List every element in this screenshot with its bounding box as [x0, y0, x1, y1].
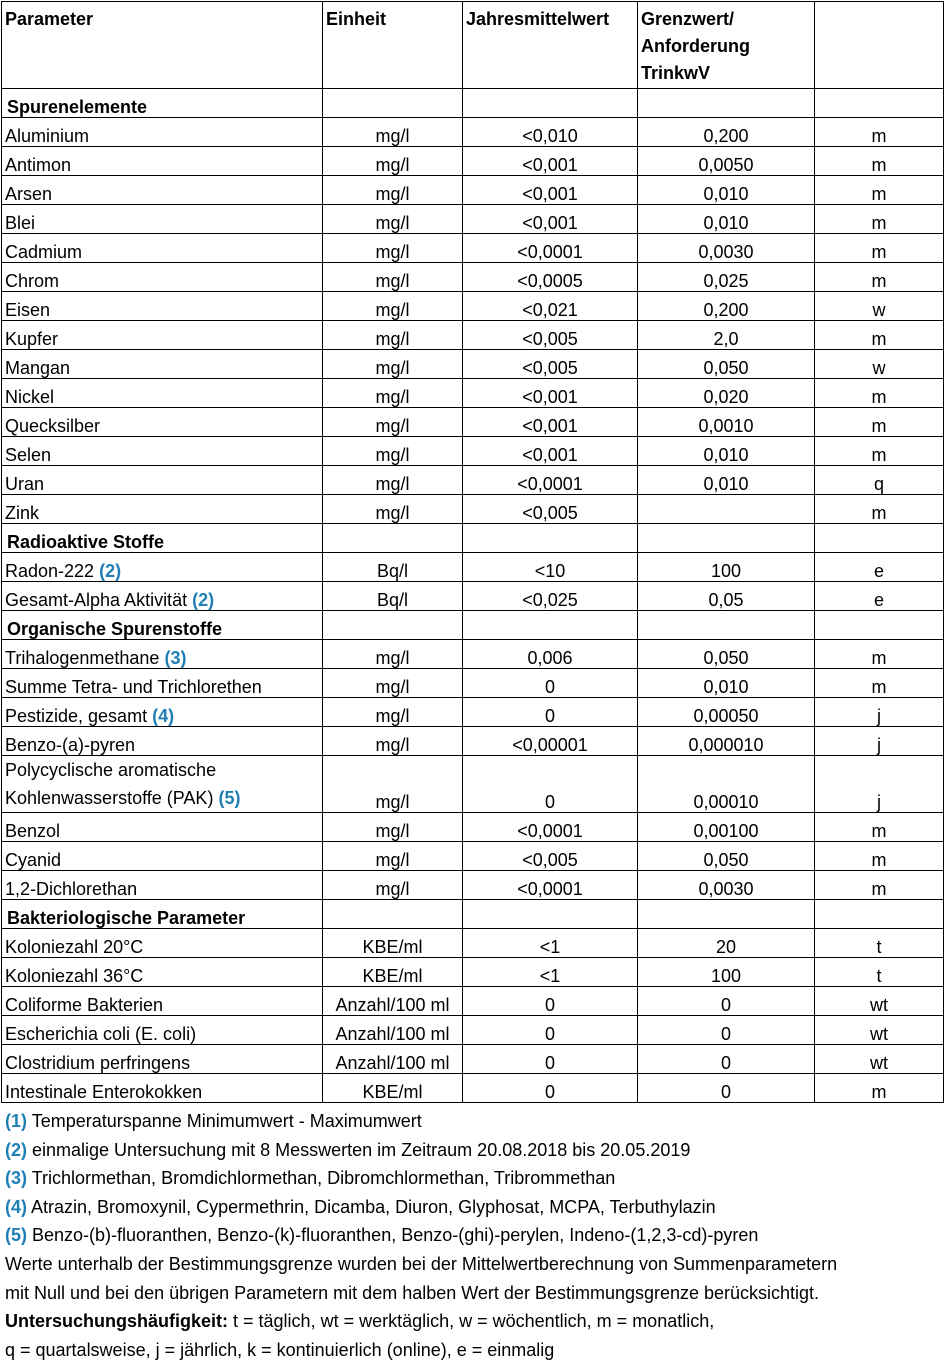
limit-cell: 2,0: [638, 321, 815, 350]
parameter-cell: [2, 118, 323, 147]
parameter-name: Koloniezahl 20°C: [5, 937, 144, 957]
annual-mean-cell: 0: [463, 698, 638, 727]
unit-cell: Anzahl/100 ml: [323, 1016, 463, 1045]
table-row: [2, 466, 944, 495]
parameter-name: Summe Tetra- und Trichlorethen: [5, 677, 262, 697]
section-title: Radioaktive Stoffe: [2, 524, 323, 553]
footnote-ref: (5): [5, 1225, 27, 1246]
table-row: [2, 321, 944, 350]
parameter-name: Cadmium: [5, 242, 83, 262]
frequency-cell: j: [815, 698, 944, 727]
limit-cell: 0,010: [638, 669, 815, 698]
parameter-cell: [2, 350, 323, 379]
parameter-name: Mangan: [5, 358, 71, 378]
table-row: [2, 350, 944, 379]
limit-cell: 100: [638, 958, 815, 987]
unit-cell: mg/l: [323, 813, 463, 842]
empty-cell: [815, 524, 944, 553]
footnote-text: Trichlormethan, Bromdichlormethan, Dibromchlormethan, Tribrommethan: [31, 1168, 616, 1189]
table-row: [2, 263, 944, 292]
footnote-text: Atrazin, Bromoxynil, Cypermethrin, Dicamba, Diuron, Glyphosat, MCPA, Terbuthylazin: [31, 1196, 716, 1217]
unit-cell: mg/l: [323, 321, 463, 350]
annual-mean-cell: <0,001: [463, 408, 638, 437]
parameter-name: Nickel: [5, 387, 55, 407]
limit-cell: 100: [638, 553, 815, 582]
limit-cell: 20: [638, 929, 815, 958]
frequency-cell: q: [815, 466, 944, 495]
section-header-row: [2, 524, 944, 553]
parameter-name: Blei: [5, 213, 36, 233]
header-unit: Einheit: [323, 2, 463, 89]
table-row: [2, 756, 944, 813]
annual-mean-cell: <0,0001: [463, 466, 638, 495]
footnote-item: [5, 1107, 944, 1136]
unit-cell: mg/l: [323, 495, 463, 524]
limit-cell: 0,050: [638, 842, 815, 871]
frequency-cell: e: [815, 582, 944, 611]
annual-mean-cell: <0,025: [463, 582, 638, 611]
limit-cell: 0,0050: [638, 147, 815, 176]
frequency-cell: m: [815, 871, 944, 900]
parameter-cell: [2, 263, 323, 292]
frequency-cell: e: [815, 553, 944, 582]
empty-cell: [815, 89, 944, 118]
annual-mean-cell: <0,005: [463, 842, 638, 871]
table-row: [2, 727, 944, 756]
parameter-cell: [2, 495, 323, 524]
unit-cell: mg/l: [323, 176, 463, 205]
section-title: Bakteriologische Parameter: [2, 900, 323, 929]
parameter-cell: [2, 1045, 323, 1074]
parameter-name: Zink: [5, 503, 40, 523]
unit-cell: Anzahl/100 ml: [323, 987, 463, 1016]
frequency-cell: m: [815, 1074, 944, 1103]
parameter-name: Benzol: [5, 821, 61, 841]
table-row: [2, 958, 944, 987]
parameter-name: Selen: [5, 445, 52, 465]
limit-cell: 0,020: [638, 379, 815, 408]
parameter-name: Antimon: [5, 155, 72, 175]
header-annual-mean: Jahresmittelwert: [463, 2, 638, 89]
parameter-cell: [2, 987, 323, 1016]
frequency-cell: t: [815, 929, 944, 958]
unit-cell: mg/l: [323, 466, 463, 495]
table-row: [2, 669, 944, 698]
table-row: [2, 379, 944, 408]
parameter-cell: [2, 640, 323, 669]
unit-cell: mg/l: [323, 263, 463, 292]
unit-cell: KBE/ml: [323, 929, 463, 958]
parameter-cell: [2, 176, 323, 205]
frequency-legend-label: Untersuchungshäufigkeit:: [5, 1311, 229, 1332]
limit-cell: 0,00010: [638, 756, 815, 813]
annual-mean-cell: <0,0001: [463, 813, 638, 842]
footnote-list: [5, 1107, 944, 1250]
annual-mean-cell: 0: [463, 1016, 638, 1045]
table-row: [2, 147, 944, 176]
header-limit-line2: Anforderung: [641, 36, 750, 56]
parameter-cell: [2, 292, 323, 321]
parameter-name: Coliforme Bakterien: [5, 995, 164, 1015]
table-row: [2, 1016, 944, 1045]
unit-cell: mg/l: [323, 669, 463, 698]
empty-cell: [463, 524, 638, 553]
frequency-cell: wt: [815, 1016, 944, 1045]
annual-mean-cell: <0,0001: [463, 871, 638, 900]
footnote-item: [5, 1221, 944, 1250]
frequency-cell: wt: [815, 987, 944, 1016]
footnote-text: Benzo-(b)-fluoranthen, Benzo-(k)-fluoranthen, Benzo-(ghi)-perylen, Indeno-(1,2,3-cd)-pyren: [32, 1225, 759, 1246]
parameter-cell: [2, 727, 323, 756]
table-row: [2, 437, 944, 466]
parameter-cell: [2, 147, 323, 176]
parameter-name: Kupfer: [5, 329, 59, 349]
limit-cell: 0,010: [638, 176, 815, 205]
annual-mean-cell: <1: [463, 929, 638, 958]
frequency-legend-line-2: q = quartalsweise, j = jährlich, k = kontinuierlich (online), e = einmalig: [5, 1339, 555, 1360]
header-parameter: Parameter: [2, 2, 323, 89]
table-row: [2, 176, 944, 205]
annual-mean-cell: 0: [463, 1074, 638, 1103]
header-limit-line1: Grenzwert/: [641, 9, 735, 29]
unit-cell: mg/l: [323, 727, 463, 756]
limit-cell: 0,0030: [638, 234, 815, 263]
parameter-name: Trihalogenmethane: [5, 648, 160, 668]
frequency-cell: m: [815, 234, 944, 263]
parameter-cell: [2, 871, 323, 900]
annual-mean-cell: 0: [463, 987, 638, 1016]
unit-cell: mg/l: [323, 234, 463, 263]
parameter-name: Cyanid: [5, 850, 62, 870]
limit-cell: 0: [638, 987, 815, 1016]
parameter-cell: [2, 466, 323, 495]
limit-cell: [638, 495, 815, 524]
limit-cell: 0,0030: [638, 871, 815, 900]
frequency-cell: w: [815, 350, 944, 379]
unit-cell: mg/l: [323, 118, 463, 147]
annual-mean-cell: <0,005: [463, 495, 638, 524]
parameter-name: Arsen: [5, 184, 53, 204]
annual-mean-cell: <0,0005: [463, 263, 638, 292]
parameter-name-line1: Polycyclische aromatische: [5, 760, 217, 780]
frequency-cell: w: [815, 292, 944, 321]
parameter-cell: [2, 698, 323, 727]
frequency-cell: m: [815, 205, 944, 234]
parameter-name: Gesamt-Alpha Aktivität: [5, 590, 188, 610]
annual-mean-cell: <0,00001: [463, 727, 638, 756]
annual-mean-cell: <0,010: [463, 118, 638, 147]
frequency-cell: m: [815, 408, 944, 437]
table-row: [2, 292, 944, 321]
header-limit: [638, 2, 815, 89]
frequency-cell: m: [815, 495, 944, 524]
limit-cell: 0: [638, 1045, 815, 1074]
parameter-cell: [2, 205, 323, 234]
frequency-cell: m: [815, 147, 944, 176]
frequency-cell: m: [815, 176, 944, 205]
frequency-cell: wt: [815, 1045, 944, 1074]
annual-mean-cell: <0,001: [463, 379, 638, 408]
unit-cell: mg/l: [323, 437, 463, 466]
unit-cell: mg/l: [323, 756, 463, 813]
annual-mean-cell: <0,001: [463, 176, 638, 205]
limit-cell: 0,200: [638, 292, 815, 321]
parameter-cell: [2, 756, 323, 813]
frequency-cell: t: [815, 958, 944, 987]
annual-mean-cell: <0,0001: [463, 234, 638, 263]
table-row: [2, 698, 944, 727]
footnotes: [0, 1107, 944, 1364]
annual-mean-cell: <10: [463, 553, 638, 582]
parameter-name: Koloniezahl 36°C: [5, 966, 144, 986]
empty-cell: [638, 611, 815, 640]
footnote-ref: (4): [5, 1196, 27, 1217]
limit-cell: 0: [638, 1074, 815, 1103]
limit-cell: 0,050: [638, 640, 815, 669]
unit-cell: mg/l: [323, 147, 463, 176]
unit-cell: mg/l: [323, 408, 463, 437]
frequency-cell: m: [815, 842, 944, 871]
frequency-legend-line-1: [5, 1307, 944, 1336]
table-row: [2, 118, 944, 147]
parameter-name: Benzo-(a)-pyren: [5, 735, 136, 755]
note-line-2: mit Null und bei den übrigen Parametern mit dem halben Wert der Bestimmungsgrenze berücksichtigt.: [5, 1282, 820, 1303]
empty-cell: [815, 611, 944, 640]
unit-cell: KBE/ml: [323, 1074, 463, 1103]
empty-cell: [463, 89, 638, 118]
empty-cell: [323, 611, 463, 640]
annual-mean-cell: 0: [463, 1045, 638, 1074]
empty-cell: [638, 89, 815, 118]
table-row: [2, 205, 944, 234]
frequency-cell: m: [815, 437, 944, 466]
limit-cell: 0,025: [638, 263, 815, 292]
limit-cell: 0,050: [638, 350, 815, 379]
footnote-text: Temperaturspanne Minimumwert - Maximumwert: [31, 1111, 422, 1131]
section-header-row: [2, 900, 944, 929]
footnote-ref: (2): [192, 590, 215, 610]
footnote-item: [5, 1136, 944, 1165]
footnote-item: [5, 1193, 944, 1222]
annual-mean-cell: <0,021: [463, 292, 638, 321]
limit-cell: 0,00050: [638, 698, 815, 727]
parameter-cell: [2, 379, 323, 408]
section-title: Organische Spurenstoffe: [2, 611, 323, 640]
parameter-cell: [2, 669, 323, 698]
section-header-row: [2, 611, 944, 640]
frequency-cell: j: [815, 756, 944, 813]
unit-cell: mg/l: [323, 292, 463, 321]
annual-mean-cell: <0,005: [463, 350, 638, 379]
annual-mean-cell: 0: [463, 756, 638, 813]
frequency-cell: m: [815, 263, 944, 292]
footnote-ref: (2): [5, 1139, 27, 1160]
unit-cell: KBE/ml: [323, 958, 463, 987]
frequency-cell: m: [815, 321, 944, 350]
table-row: [2, 871, 944, 900]
table-row: [2, 1045, 944, 1074]
empty-cell: [815, 900, 944, 929]
header-limit-line3: TrinkwV: [641, 63, 711, 83]
section-title: Spurenelemente: [2, 89, 323, 118]
annual-mean-cell: <0,001: [463, 437, 638, 466]
parameter-cell: [2, 1016, 323, 1045]
parameter-name: Pestizide, gesamt: [5, 706, 148, 726]
limit-cell: 0,000010: [638, 727, 815, 756]
unit-cell: mg/l: [323, 842, 463, 871]
parameter-name: Aluminium: [5, 126, 90, 146]
limit-cell: 0,010: [638, 466, 815, 495]
water-quality-table: [1, 1, 944, 1103]
unit-cell: mg/l: [323, 871, 463, 900]
parameter-name: Quecksilber: [5, 416, 101, 436]
footnote-ref: (2): [99, 561, 122, 581]
empty-cell: [463, 611, 638, 640]
limit-cell: 0,0010: [638, 408, 815, 437]
parameter-name: Uran: [5, 474, 45, 494]
footnote-ref: (1): [5, 1111, 27, 1131]
frequency-cell: m: [815, 640, 944, 669]
table-row: [2, 553, 944, 582]
unit-cell: mg/l: [323, 205, 463, 234]
parameter-cell: [2, 582, 323, 611]
unit-cell: Bq/l: [323, 582, 463, 611]
frequency-cell: m: [815, 669, 944, 698]
parameter-name: Chrom: [5, 271, 60, 291]
parameter-name: Escherichia coli (E. coli): [5, 1024, 197, 1044]
unit-cell: Bq/l: [323, 553, 463, 582]
table-row: [2, 929, 944, 958]
table-row: [2, 842, 944, 871]
limit-cell: 0,05: [638, 582, 815, 611]
table-row: [2, 582, 944, 611]
unit-cell: Anzahl/100 ml: [323, 1045, 463, 1074]
header-frequency: [815, 2, 944, 89]
footnote-item: [5, 1164, 944, 1193]
empty-cell: [323, 900, 463, 929]
footnote-ref: (4): [152, 706, 175, 726]
unit-cell: mg/l: [323, 379, 463, 408]
empty-cell: [638, 524, 815, 553]
limit-cell: 0,010: [638, 437, 815, 466]
annual-mean-cell: 0,006: [463, 640, 638, 669]
annual-mean-cell: 0: [463, 669, 638, 698]
frequency-cell: m: [815, 379, 944, 408]
parameter-cell: [2, 813, 323, 842]
parameter-name: Eisen: [5, 300, 51, 320]
annual-mean-cell: <0,005: [463, 321, 638, 350]
footnote-ref: (3): [5, 1168, 27, 1189]
parameter-name: Clostridium perfringens: [5, 1053, 191, 1073]
limit-cell: 0,200: [638, 118, 815, 147]
frequency-cell: m: [815, 813, 944, 842]
table-header-row: [2, 2, 944, 89]
parameter-cell: [2, 929, 323, 958]
table-row: [2, 813, 944, 842]
frequency-cell: m: [815, 118, 944, 147]
parameter-name: Intestinale Enterokokken: [5, 1082, 203, 1102]
annual-mean-cell: <0,001: [463, 147, 638, 176]
parameter-cell: [2, 958, 323, 987]
frequency-cell: j: [815, 727, 944, 756]
parameter-cell: [2, 1074, 323, 1103]
empty-cell: [638, 900, 815, 929]
table-row: [2, 987, 944, 1016]
section-header-row: [2, 89, 944, 118]
footnote-ref: (3): [164, 648, 187, 668]
annual-mean-cell: <1: [463, 958, 638, 987]
limit-cell: 0,010: [638, 205, 815, 234]
annual-mean-cell: <0,001: [463, 205, 638, 234]
note-line-1: Werte unterhalb der Bestimmungsgrenze wurden bei der Mittelwertberechnung von Summenparametern: [5, 1253, 838, 1274]
unit-cell: mg/l: [323, 698, 463, 727]
parameter-name: Radon-222: [5, 561, 95, 581]
footnote-ref: (5): [218, 788, 241, 808]
limit-cell: 0,00100: [638, 813, 815, 842]
unit-cell: mg/l: [323, 350, 463, 379]
parameter-name-line2: Kohlenwasserstoffe (PAK): [5, 788, 214, 808]
parameter-cell: [2, 408, 323, 437]
empty-cell: [323, 89, 463, 118]
parameter-cell: [2, 321, 323, 350]
table-row: [2, 495, 944, 524]
parameter-cell: [2, 437, 323, 466]
frequency-legend-text: t = täglich, wt = werktäglich, w = wöchentlich, m = monatlich,: [228, 1311, 715, 1332]
parameter-cell: [2, 842, 323, 871]
table-row: [2, 408, 944, 437]
limit-cell: 0: [638, 1016, 815, 1045]
table-row: [2, 234, 944, 263]
unit-cell: mg/l: [323, 640, 463, 669]
empty-cell: [463, 900, 638, 929]
table-row: [2, 640, 944, 669]
parameter-cell: [2, 234, 323, 263]
empty-cell: [323, 524, 463, 553]
parameter-cell: [2, 553, 323, 582]
parameter-name: 1,2-Dichlorethan: [5, 879, 138, 899]
footnote-text: einmalige Untersuchung mit 8 Messwerten im Zeitraum 20.08.2018 bis 20.05.2019: [32, 1139, 691, 1160]
table-row: [2, 1074, 944, 1103]
